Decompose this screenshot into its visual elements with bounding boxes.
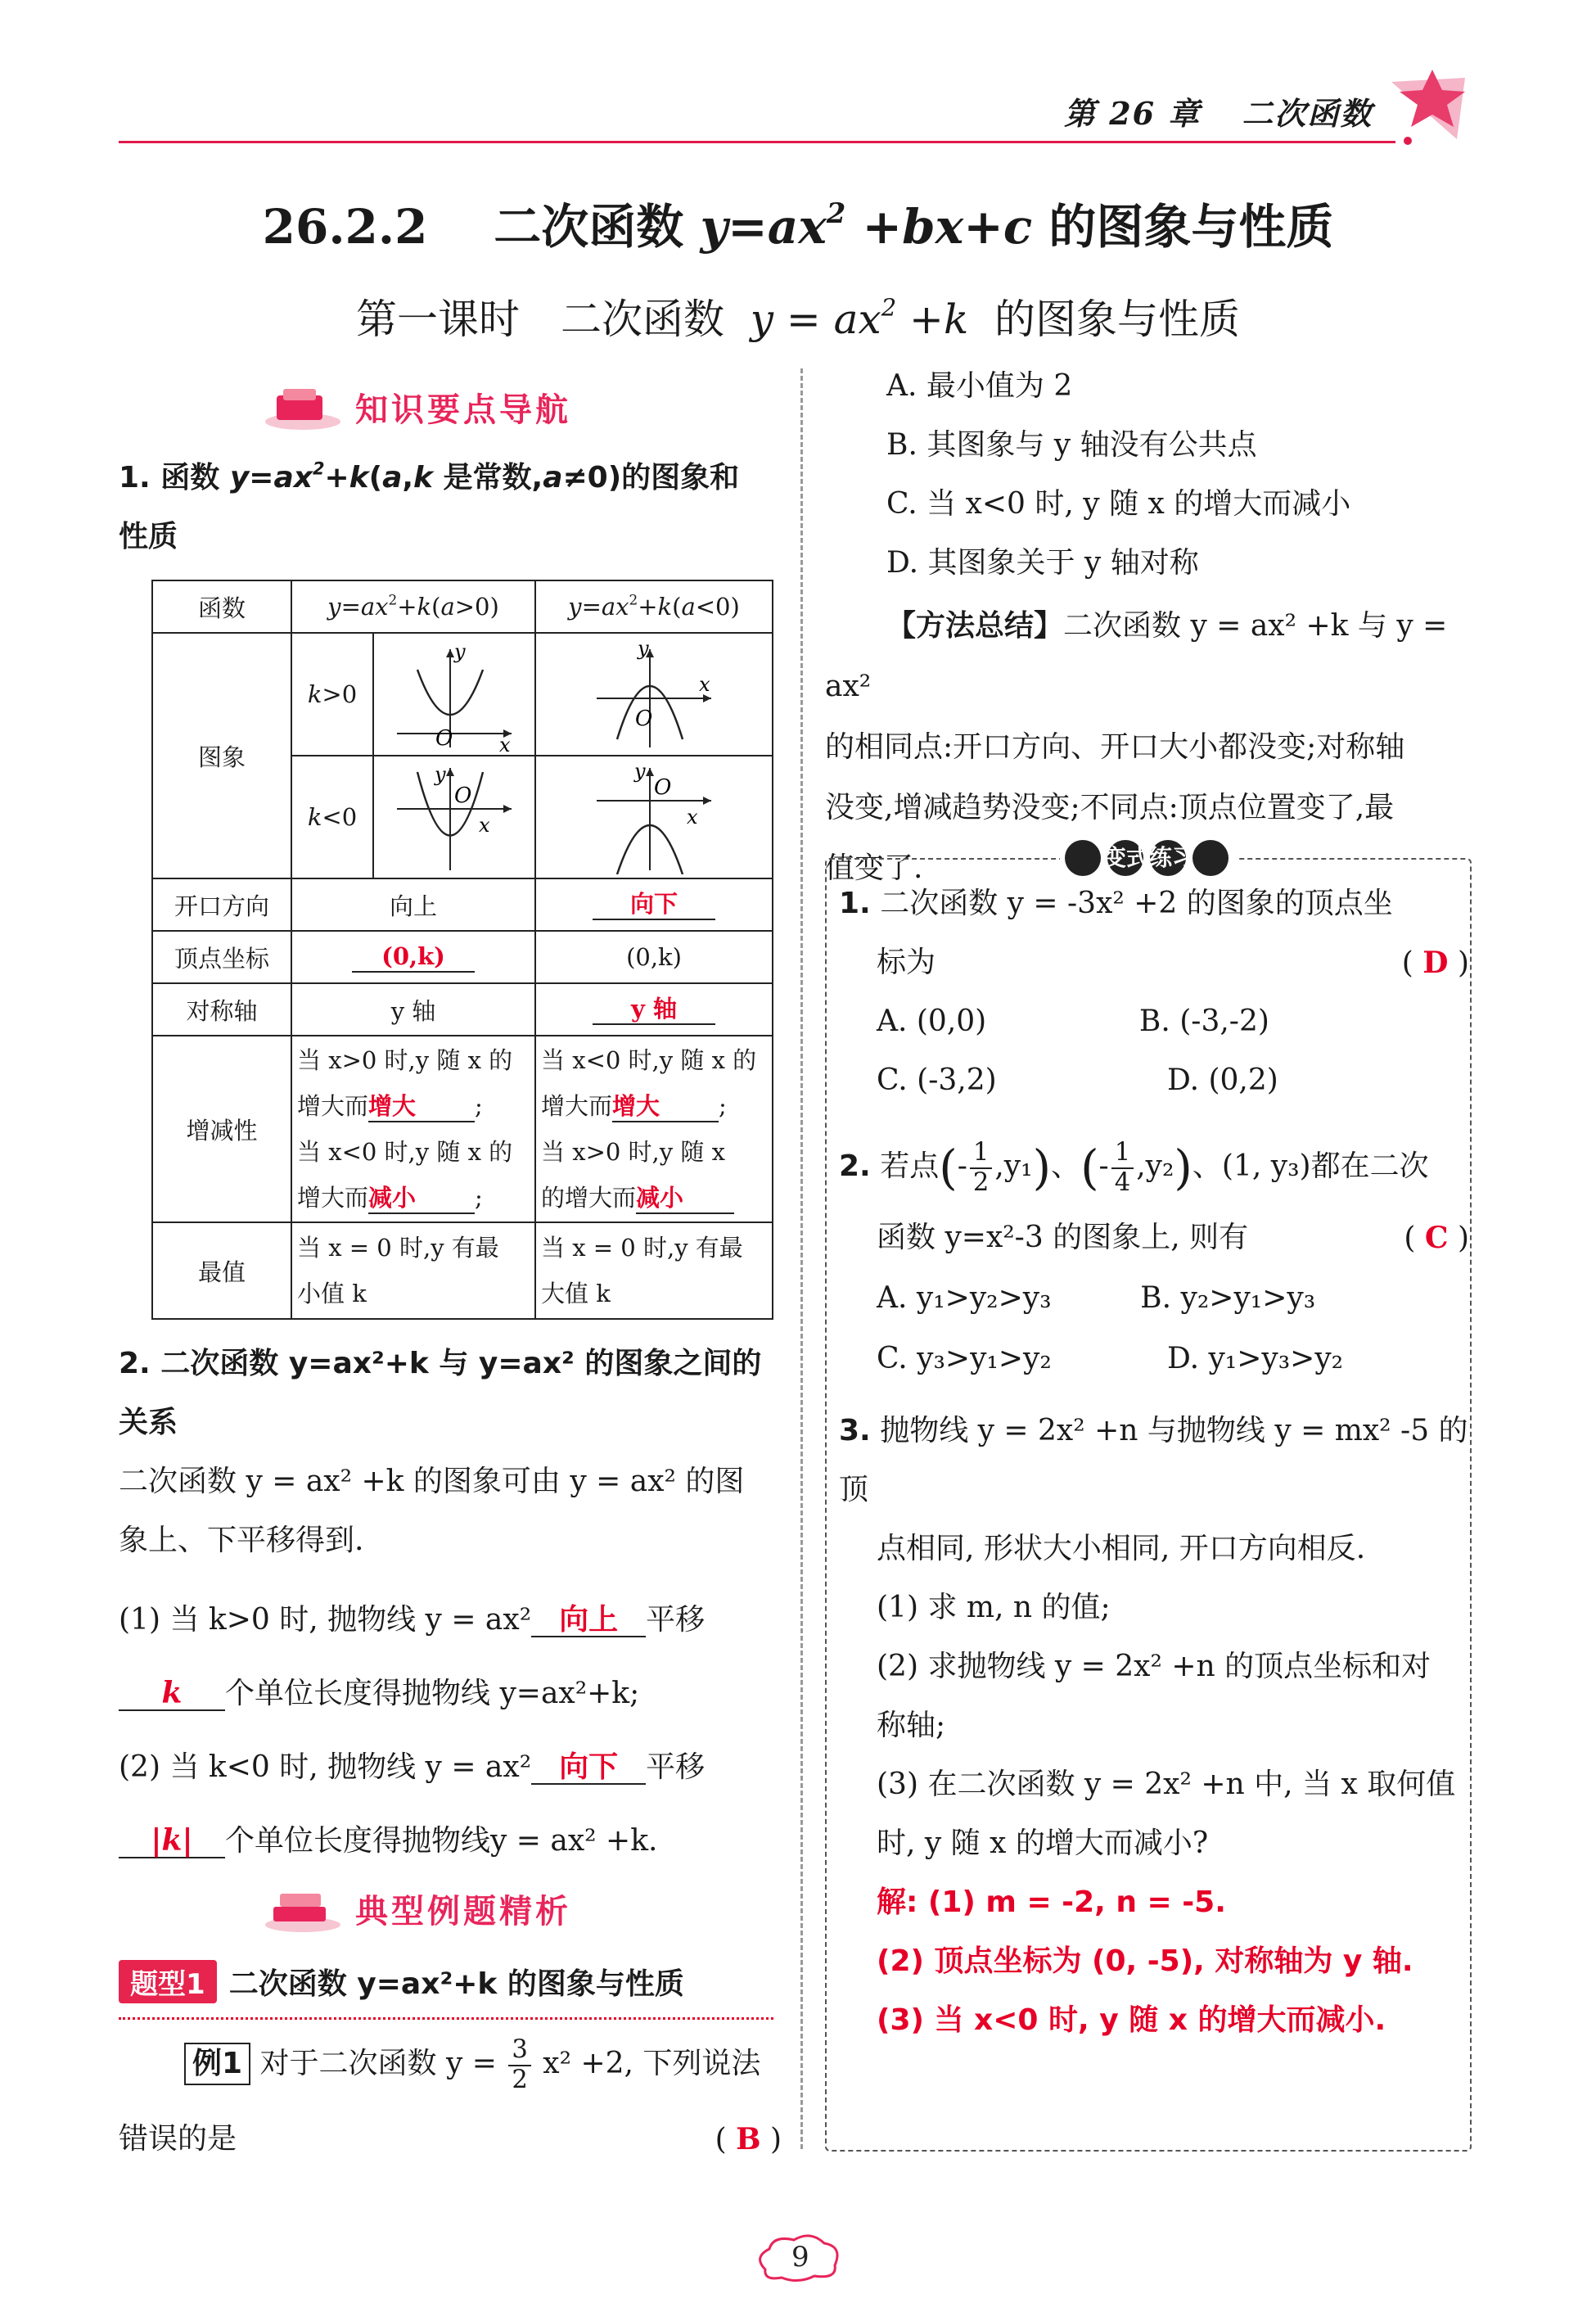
q1-answer: ( D ) xyxy=(1401,946,1469,980)
parabola-up-kpos-graph xyxy=(389,637,520,752)
svg-text:y: y xyxy=(634,760,646,783)
page-number: 9 xyxy=(791,2241,809,2274)
table-row-label: 增减性 xyxy=(152,1036,291,1222)
option-c: C. 当 x<0 时, y 随 x 的增大而减小 xyxy=(886,487,1351,521)
example-1: 例1 对于二次函数 y = $\frac{3}{2}$ x² +2, 下列说法 错误的是 ( B ) xyxy=(119,2026,782,2178)
k-negative-label: k<0 xyxy=(291,756,373,878)
k-positive-label: k>0 xyxy=(291,633,373,756)
extreme-neg: 当 x = 0 时,y 有最 大值 k xyxy=(535,1222,773,1319)
column-divider xyxy=(800,368,803,2149)
svg-text:y: y xyxy=(454,640,466,663)
examples-banner: 典型例题精析 xyxy=(262,1880,571,1937)
svg-text:O: O xyxy=(454,783,472,808)
knowledge-banner: 知识要点导航 xyxy=(262,378,571,436)
example-answer: ( B ) xyxy=(715,2122,782,2156)
parabola-up-kneg-graph xyxy=(389,760,520,874)
q2-answer: ( C ) xyxy=(1404,1221,1469,1255)
page-number-cloud xyxy=(749,2228,847,2286)
point-2-section xyxy=(119,1334,786,1878)
properties-table xyxy=(151,580,773,1320)
point-1-heading: 1. 函数 $y=ax^2+k(a,k$ 是常数,a≠0)的图象和 性质 xyxy=(119,458,740,553)
table-row-label: 开口方向 xyxy=(152,878,291,931)
axis-pos: y 轴 xyxy=(291,983,535,1036)
table-row-label: 图象 xyxy=(152,633,291,878)
table-header-cell: $y=ax^2+k(a>0)$ xyxy=(291,580,535,633)
type-title: 二次函数 y=ax²+k 的图象与性质 xyxy=(228,1967,684,2001)
section-title: 26.2.2 二次函数 $y=ax^2 +bx+c$ 的图象与性质 xyxy=(262,196,1334,255)
graph-up-k-neg xyxy=(373,756,535,878)
practice-q2: 2. 若点(- $\frac{1}{2}$ ,y₁)、(- $\frac{1}{4}$ ,y₂)、(1, y₃)都在二次 函数 y=x²-3 的图象上, 则有 ( C ) A. y₁>y₂>y₃ B. y₂>y₁>y₃ C. y₃>y₁>y₂ D. y₁>y₃>y₂ xyxy=(839,1138,1469,1375)
vertex-neg: (0,k) xyxy=(535,931,773,983)
svg-text:y: y xyxy=(638,637,649,660)
option-d: D. 其图象关于 y 轴对称 xyxy=(886,546,1199,580)
svg-text:x: x xyxy=(699,673,710,696)
point-2-body: 二次函数 y = ax² +k 的图象可由 y = ax² 的图 象上、下平移得到. xyxy=(119,1465,745,1557)
table-row-label: 对称轴 xyxy=(152,983,291,1036)
vertex-answer: (0,k) xyxy=(291,931,535,983)
parabola-down-kpos-graph xyxy=(588,637,719,752)
svg-text:O: O xyxy=(635,707,653,731)
opening-down-answer: 向下 xyxy=(535,878,773,931)
case-1: (1) 当 k>0 时, 抛物线 y = ax² 向上 平移 k 个单位长度得抛物线 y=ax²+k; xyxy=(119,1602,706,1710)
axis-neg-answer: y 轴 xyxy=(535,983,773,1036)
svg-text:y: y xyxy=(435,763,446,786)
chapter-number: 第 26 章 xyxy=(1064,95,1202,132)
option-b: B. 其图象与 y 轴没有公共点 xyxy=(886,428,1257,462)
table-header-cell: 函数 xyxy=(152,580,291,633)
svg-text:x: x xyxy=(479,814,490,837)
book-icon xyxy=(262,381,344,433)
question-type-1 xyxy=(119,1955,773,2020)
example-tag: 例1 xyxy=(184,2043,250,2085)
option-a: A. 最小值为 2 xyxy=(886,369,1073,403)
case-2: (2) 当 k<0 时, 抛物线 y = ax² 向下 平移 |k| 个单位长度得抛物线y = ax² +k. xyxy=(119,1750,706,1858)
example-1-options xyxy=(886,357,1492,593)
graph-down-k-neg xyxy=(535,756,773,878)
pencil-star-icon xyxy=(1375,65,1481,147)
extreme-pos: 当 x = 0 时,y 有最 小值 k xyxy=(291,1222,535,1319)
opening-up: 向上 xyxy=(291,878,535,931)
type-tag: 题型1 xyxy=(119,1960,217,2003)
monotonic-neg: 当 x<0 时,y 随 x 的 增大而增大 ; 当 x>0 时,y 随 x 的增大而减小 xyxy=(535,1036,773,1222)
practice-q3: 3. 抛物线 y = 2x² +n 与抛物线 y = mx² -5 的顶 点相同, 形状大小相同, 开口方向相反. (1) 求 m, n 的值; (2) 求抛物线 y = 2x² +n 的顶点坐标和对 称轴; (3) 在二次函数 y = 2x² +n 中, 当 x 取何值 时, y 随 x 的增大而减小? 解: (1) m = -2, n = -5. (2) 顶点坐标为 (0, -5), 对称轴为 y 轴. (3) 当 x<0 时, y 随 x 的增大而减小. xyxy=(839,1402,1469,2050)
graph-down-k-pos xyxy=(535,633,773,756)
q3-solution: 解: (1) m = -2, n = -5. (2) 顶点坐标为 (0, -5), 对称轴为 y 轴. (3) 当 x<0 时, y 随 x 的增大而减小. xyxy=(877,1885,1413,2037)
chapter-header xyxy=(1064,88,1373,133)
svg-text:O: O xyxy=(654,775,672,800)
header-rule xyxy=(119,141,1395,143)
svg-text:O: O xyxy=(435,726,453,751)
chapter-title: 二次函数 xyxy=(1242,95,1373,132)
table-row-label: 顶点坐标 xyxy=(152,931,291,983)
books-icon xyxy=(262,1882,344,1935)
lesson-title: 第一课时 二次函数 $y = ax^2 +k$ 的图象与性质 xyxy=(355,293,1241,343)
table-header-cell: $y=ax^2+k(a<0)$ xyxy=(535,580,773,633)
practice-banner-text: 变式练习 xyxy=(1102,844,1195,871)
svg-text:x: x xyxy=(687,806,698,829)
point-2-heading: 2. 二次函数 y=ax²+k 与 y=ax² 的图象之间的 关系 xyxy=(119,1347,762,1439)
table-row-label: 最值 xyxy=(152,1222,291,1319)
graph-up-k-pos xyxy=(373,633,535,756)
monotonic-pos: 当 x>0 时,y 随 x 的 增大而增大 ; 当 x<0 时,y 随 x 的 增大而减小 ; xyxy=(291,1036,535,1222)
svg-text:x: x xyxy=(499,734,511,752)
method-summary: 【方法总结】二次函数 y = ax² +k 与 y = ax² 的相同点:开口方向、开口大小都没变;对称轴 没变,增减趋势没变;不同点:顶点位置变了,最 值变了. xyxy=(825,609,1448,885)
parabola-down-kneg-graph xyxy=(588,760,719,874)
practice-q1: 1. 二次函数 y = -3x² +2 的图象的顶点坐 标为 ( D ) A. (0,0) B. (-3,-2) C. (-3,2) D. (0,2) xyxy=(839,887,1469,1097)
